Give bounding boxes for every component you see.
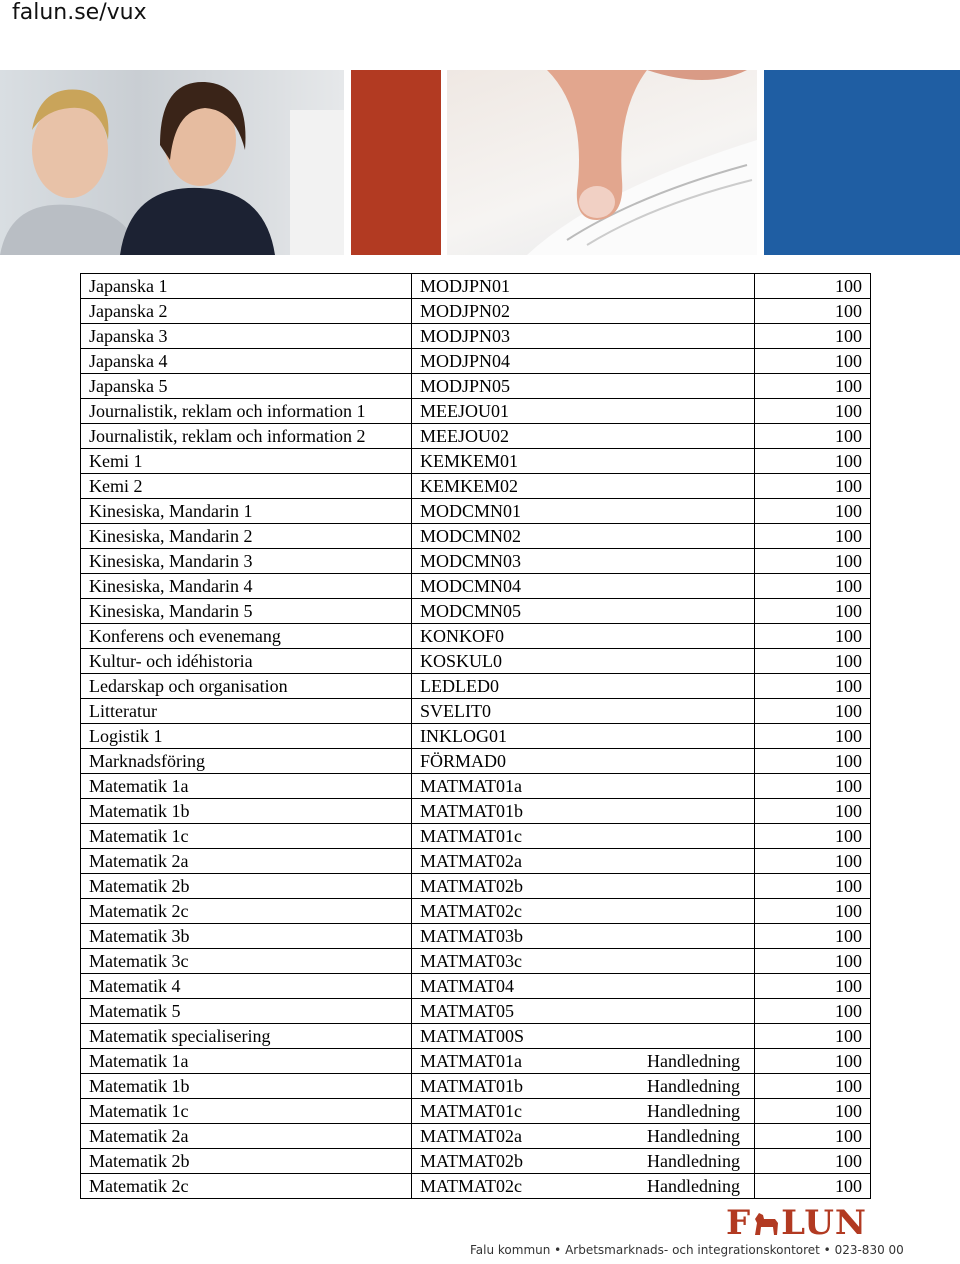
course-name-cell: Japanska 4 (81, 349, 412, 374)
course-name-cell: Japanska 2 (81, 299, 412, 324)
course-code: MODJPN04 (420, 351, 511, 371)
course-code-cell (412, 574, 755, 599)
course-name-cell: Japanska 1 (81, 274, 412, 299)
course-points-cell: 100 (755, 274, 871, 299)
course-name-cell: Matematik 2b (81, 874, 412, 899)
course-name-cell: Japanska 5 (81, 374, 412, 399)
logo-letters-lun: LUN (781, 1203, 867, 1243)
course-points-cell: 100 (755, 1074, 871, 1099)
course-code-cell (412, 674, 755, 699)
course-code-cell (412, 499, 755, 524)
course-code: MATMAT00S (420, 1026, 525, 1046)
course-code: MODCMN01 (420, 501, 522, 521)
course-code-cell (412, 824, 755, 849)
course-points-cell: 100 (755, 799, 871, 824)
table-row (81, 499, 871, 524)
course-points-cell: 100 (755, 974, 871, 999)
course-name-cell: Matematik specialisering (81, 1024, 412, 1049)
table-row (81, 799, 871, 824)
course-points-cell: 100 (755, 749, 871, 774)
course-name-cell: Kinesiska, Mandarin 2 (81, 524, 412, 549)
course-code: INKLOG01 (420, 726, 507, 746)
course-name-cell: Kinesiska, Mandarin 1 (81, 499, 412, 524)
course-code-cell (412, 324, 755, 349)
course-name-cell: Matematik 3c (81, 949, 412, 974)
course-code-cell (412, 1149, 755, 1174)
course-points-cell: 100 (755, 874, 871, 899)
course-name-cell: Matematik 1b (81, 799, 412, 824)
course-points-cell: 100 (755, 574, 871, 599)
table-row (81, 974, 871, 999)
course-points-cell: 100 (755, 374, 871, 399)
course-code: SVELIT0 (420, 701, 491, 721)
course-code: MATMAT03c (420, 951, 522, 971)
course-code-cell (412, 1024, 755, 1049)
course-code: MODCMN03 (420, 551, 522, 571)
course-code: MATMAT01b (420, 1076, 524, 1096)
course-points-cell: 100 (755, 424, 871, 449)
course-code-cell (412, 599, 755, 624)
course-name-cell: Matematik 2c (81, 899, 412, 924)
course-note: Handledning (647, 1126, 740, 1146)
course-code-cell (412, 449, 755, 474)
course-table (80, 273, 871, 1199)
course-code: MATMAT02a (420, 851, 522, 871)
course-points-cell: 100 (755, 924, 871, 949)
course-code-cell (412, 699, 755, 724)
table-row (81, 949, 871, 974)
course-code: MODJPN02 (420, 301, 511, 321)
course-code: MATMAT03b (420, 926, 524, 946)
table-row (81, 724, 871, 749)
table-row (81, 349, 871, 374)
course-name-cell: Matematik 1b (81, 1074, 412, 1099)
course-code: MATMAT02b (420, 1151, 524, 1171)
table-row (81, 1149, 871, 1174)
course-code: MEEJOU02 (420, 426, 509, 446)
course-code: MATMAT01c (420, 826, 522, 846)
course-points-cell: 100 (755, 674, 871, 699)
course-points-cell: 100 (755, 1124, 871, 1149)
table-row (81, 374, 871, 399)
course-points-cell: 100 (755, 724, 871, 749)
table-row (81, 324, 871, 349)
table-row (81, 1124, 871, 1149)
falun-logo (726, 1203, 867, 1243)
course-code: KEMKEM02 (420, 476, 518, 496)
course-name-cell: Journalistik, reklam och information 2 (81, 424, 412, 449)
book-reading-photo (447, 70, 757, 255)
course-name-cell: Japanska 3 (81, 324, 412, 349)
course-points-cell: 100 (755, 299, 871, 324)
course-name-cell: Matematik 1c (81, 1099, 412, 1124)
course-name-cell: Matematik 5 (81, 999, 412, 1024)
course-code: MATMAT01a (420, 776, 522, 796)
course-code: MODCMN02 (420, 526, 522, 546)
table-row (81, 1174, 871, 1199)
course-points-cell: 100 (755, 999, 871, 1024)
course-code-cell (412, 999, 755, 1024)
table-row (81, 1024, 871, 1049)
table-row (81, 474, 871, 499)
course-code-cell (412, 899, 755, 924)
course-code: MATMAT05 (420, 1001, 515, 1021)
course-points-cell: 100 (755, 324, 871, 349)
course-name-cell: Matematik 4 (81, 974, 412, 999)
course-name-cell: Kultur- och idéhistoria (81, 649, 412, 674)
course-note: Handledning (647, 1176, 740, 1196)
course-name-cell: Litteratur (81, 699, 412, 724)
table-row (81, 1074, 871, 1099)
course-code: MATMAT02a (420, 1126, 522, 1146)
course-code-cell (412, 1049, 755, 1074)
course-name-cell: Konferens och evenemang (81, 624, 412, 649)
course-points-cell: 100 (755, 949, 871, 974)
course-points-cell: 100 (755, 774, 871, 799)
course-code-cell (412, 799, 755, 824)
course-code-cell (412, 949, 755, 974)
table-row (81, 524, 871, 549)
course-points-cell: 100 (755, 624, 871, 649)
course-code-cell (412, 374, 755, 399)
course-code-cell (412, 724, 755, 749)
course-points-cell: 100 (755, 899, 871, 924)
course-points-cell: 100 (755, 699, 871, 724)
table-row (81, 924, 871, 949)
table-row (81, 899, 871, 924)
course-code: KEMKEM01 (420, 451, 518, 471)
course-points-cell: 100 (755, 1049, 871, 1074)
course-code-cell (412, 649, 755, 674)
course-code-cell (412, 274, 755, 299)
course-code-cell (412, 749, 755, 774)
red-color-block (351, 70, 441, 255)
course-code-cell (412, 1074, 755, 1099)
table-row (81, 399, 871, 424)
course-name-cell: Matematik 1c (81, 824, 412, 849)
table-row (81, 674, 871, 699)
course-code: MATMAT02b (420, 876, 524, 896)
course-code: MODCMN05 (420, 601, 522, 621)
course-points-cell: 100 (755, 349, 871, 374)
course-code: MATMAT02c (420, 901, 522, 921)
course-name-cell: Kinesiska, Mandarin 4 (81, 574, 412, 599)
course-name-cell: Logistik 1 (81, 724, 412, 749)
course-code-cell (412, 1124, 755, 1149)
course-code: LEDLED0 (420, 676, 499, 696)
course-code: MODJPN01 (420, 276, 511, 296)
table-row (81, 999, 871, 1024)
course-code-cell (412, 299, 755, 324)
course-name-cell: Kemi 2 (81, 474, 412, 499)
course-code: MATMAT02c (420, 1176, 522, 1196)
table-row (81, 824, 871, 849)
course-code-cell (412, 474, 755, 499)
course-points-cell: 100 (755, 499, 871, 524)
students-photo (0, 70, 344, 255)
logo-letter-f: F (726, 1203, 752, 1243)
course-points-cell: 100 (755, 549, 871, 574)
footer-org-line: Falu kommun • Arbetsmarknads- och integrationskontoret • 023-830 00 (470, 1243, 904, 1257)
course-points-cell: 100 (755, 524, 871, 549)
course-points-cell: 100 (755, 449, 871, 474)
course-name-cell: Marknadsföring (81, 749, 412, 774)
course-points-cell: 100 (755, 399, 871, 424)
course-name-cell: Matematik 1a (81, 1049, 412, 1074)
course-name-cell: Matematik 2b (81, 1149, 412, 1174)
dala-horse-icon (751, 1209, 781, 1237)
table-row (81, 574, 871, 599)
course-code-cell (412, 349, 755, 374)
table-row (81, 424, 871, 449)
course-points-cell: 100 (755, 649, 871, 674)
table-row (81, 299, 871, 324)
course-points-cell: 100 (755, 1174, 871, 1199)
table-row (81, 599, 871, 624)
course-name-cell: Ledarskap och organisation (81, 674, 412, 699)
course-code: KONKOF0 (420, 626, 505, 646)
table-row (81, 699, 871, 724)
course-points-cell: 100 (755, 824, 871, 849)
course-name-cell: Journalistik, reklam och information 1 (81, 399, 412, 424)
course-points-cell: 100 (755, 1024, 871, 1049)
course-points-cell: 100 (755, 849, 871, 874)
course-code: MATMAT01c (420, 1101, 522, 1121)
table-row (81, 1049, 871, 1074)
course-note: Handledning (647, 1101, 740, 1121)
table-row (81, 274, 871, 299)
course-code: MODJPN03 (420, 326, 511, 346)
table-row (81, 1099, 871, 1124)
table-row (81, 549, 871, 574)
table-row (81, 449, 871, 474)
table-row (81, 624, 871, 649)
course-code-cell (412, 924, 755, 949)
course-code: MATMAT01a (420, 1051, 522, 1071)
course-code: FÖRMAD0 (420, 751, 507, 771)
course-code-cell (412, 549, 755, 574)
course-code: MODJPN05 (420, 376, 511, 396)
table-row (81, 849, 871, 874)
table-row (81, 649, 871, 674)
course-code: KOSKUL0 (420, 651, 503, 671)
course-points-cell: 100 (755, 599, 871, 624)
course-code-cell (412, 849, 755, 874)
course-code: MATMAT04 (420, 976, 515, 996)
course-note: Handledning (647, 1151, 740, 1171)
blue-color-block (764, 70, 960, 255)
course-code: MATMAT01b (420, 801, 524, 821)
course-name-cell: Matematik 2a (81, 849, 412, 874)
site-url: falun.se/vux (12, 0, 147, 25)
course-points-cell: 100 (755, 1149, 871, 1174)
course-code-cell (412, 424, 755, 449)
course-name-cell: Kinesiska, Mandarin 3 (81, 549, 412, 574)
course-name-cell: Kemi 1 (81, 449, 412, 474)
course-code-cell (412, 1099, 755, 1124)
course-code-cell (412, 974, 755, 999)
course-code: MEEJOU01 (420, 401, 509, 421)
course-name-cell: Matematik 1a (81, 774, 412, 799)
table-row (81, 749, 871, 774)
course-code: MODCMN04 (420, 576, 522, 596)
course-code-cell (412, 399, 755, 424)
course-code-cell (412, 1174, 755, 1199)
course-points-cell: 100 (755, 1099, 871, 1124)
course-name-cell: Matematik 2c (81, 1174, 412, 1199)
course-note: Handledning (647, 1051, 740, 1071)
course-code-cell (412, 524, 755, 549)
course-name-cell: Matematik 3b (81, 924, 412, 949)
course-code-cell (412, 774, 755, 799)
course-note: Handledning (647, 1076, 740, 1096)
course-code-cell (412, 874, 755, 899)
course-name-cell: Kinesiska, Mandarin 5 (81, 599, 412, 624)
table-row (81, 774, 871, 799)
course-code-cell (412, 624, 755, 649)
table-row (81, 874, 871, 899)
course-name-cell: Matematik 2a (81, 1124, 412, 1149)
course-points-cell: 100 (755, 474, 871, 499)
